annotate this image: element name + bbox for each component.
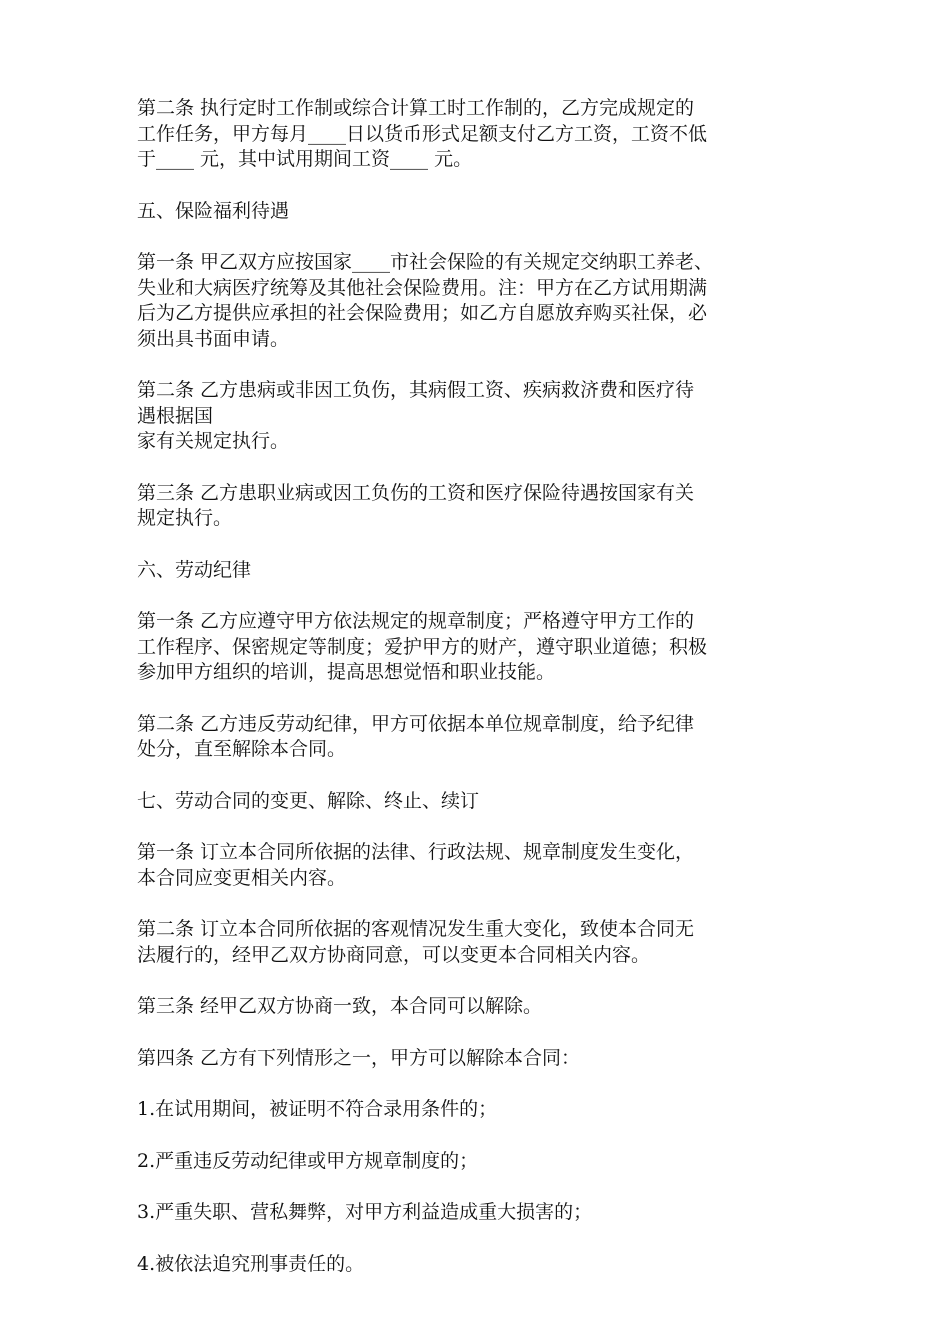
article-2-wages (137, 96, 827, 173)
list-item (137, 1149, 827, 1175)
text-line: 失业和大病医疗统筹及其他社会保险费用。注：甲方在乙方试用期满 (137, 276, 708, 299)
text-line: 处分，直至解除本合同。 (137, 738, 347, 760)
article-1-rules (137, 609, 827, 686)
text-line: 须出具书面申请。 (137, 327, 290, 350)
section-heading: 七、劳动合同的变更、解除、终止、续订 (137, 789, 480, 812)
article-3-occupational-disease (137, 481, 827, 532)
text-line: 第一条 甲乙双方应按国家____市社会保险的有关规定交纳职工养老、 (137, 251, 714, 273)
text-line: 4.被依法追究刑事责任的。 (137, 1252, 365, 1275)
text-line: 遇根据国 (137, 404, 214, 427)
section-heading: 五、保险福利待遇 (137, 199, 290, 222)
section-heading: 六、劳动纪律 (137, 558, 252, 581)
list-item (137, 1252, 827, 1278)
list-item (137, 1097, 827, 1123)
text-line: 后为乙方提供应承担的社会保险费用；如乙方自愿放弃购买社保，必 (137, 302, 708, 324)
article-2-violation (137, 712, 827, 763)
article-1-law-change (137, 840, 827, 891)
text-line: 第二条 执行定时工作制或综合计算工时工作制的，乙方完成规定的 (137, 97, 695, 119)
text-line: 参加甲方组织的培训，提高思想觉悟和职业技能。 (137, 661, 556, 683)
article-4-termination-conditions (137, 1046, 827, 1072)
text-line: 第一条 订立本合同所依据的法律、行政法规、规章制度发生变化， (137, 841, 695, 863)
text-line: 3.严重失职、营私舞弊，对甲方利益造成重大损害的； (137, 1201, 593, 1223)
article-2-sick-leave (137, 378, 827, 455)
text-line: 家有关规定执行。 (137, 430, 290, 452)
section-heading-insurance (137, 199, 827, 225)
article-2-circumstance-change (137, 917, 827, 968)
text-line: 第三条 经甲乙双方协商一致，本合同可以解除。 (137, 995, 543, 1017)
text-line: 本合同应变更相关内容。 (137, 866, 347, 889)
text-line: 第一条 乙方应遵守甲方依法规定的规章制度；严格遵守甲方工作的 (137, 610, 695, 632)
section-heading-discipline (137, 558, 827, 584)
text-line: 1.在试用期间，被证明不符合录用条件的； (137, 1098, 498, 1120)
text-line: 第四条 乙方有下列情形之一，甲方可以解除本合同： (137, 1046, 581, 1069)
text-line: 第二条 乙方违反劳动纪律，甲方可依据本单位规章制度，给予纪律 (137, 712, 695, 735)
text-line: 法履行的，经甲乙双方协商同意，可以变更本合同相关内容。 (137, 943, 651, 966)
text-line: 2.严重违反劳动纪律或甲方规章制度的； (137, 1149, 479, 1172)
article-3-mutual-termination (137, 994, 827, 1020)
text-line: 规定执行。 (137, 507, 233, 529)
text-line: 工作任务，甲方每月____日以货币形式足额支付乙方工资，工资不低 (137, 122, 708, 145)
section-heading-contract-changes (137, 789, 827, 815)
text-line: 工作程序、保密规定等制度；爱护甲方的财产，遵守职业道德；积极 (137, 635, 708, 658)
text-line: 于____ 元，其中试用期间工资____ 元。 (137, 148, 473, 170)
text-line: 第二条 乙方患病或非因工负伤，其病假工资、疾病救济费和医疗待 (137, 379, 695, 401)
text-line: 第二条 订立本合同所依据的客观情况发生重大变化，致使本合同无 (137, 918, 695, 940)
document-page (137, 96, 827, 1303)
article-1-social-insurance (137, 250, 827, 352)
list-item (137, 1200, 827, 1226)
text-line: 第三条 乙方患职业病或因工负伤的工资和医疗保险待遇按国家有关 (137, 481, 695, 504)
